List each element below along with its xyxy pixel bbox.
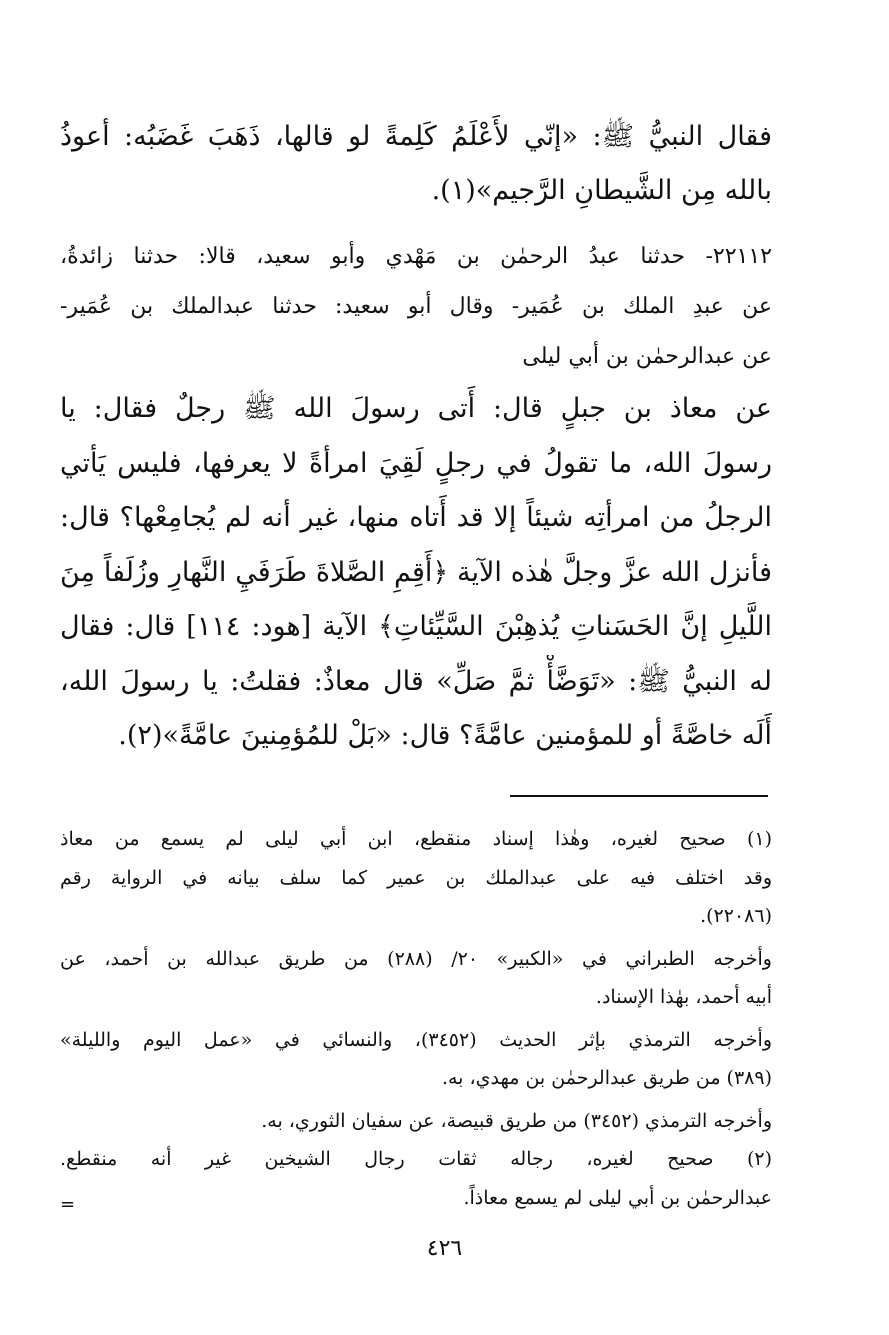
hadith-isnad [60, 232, 772, 382]
footnote-line: وأخرجه الترمذي بإثر الحديث (٣٤٥٢)، والنسائي في «عمل اليوم والليلة» [60, 1028, 772, 1051]
footnote-line: عبدالرحمٰن بن أبي ليلى لم يسمع معاذاً. [463, 1186, 772, 1209]
text-line: عن معاذ بن جبلٍ قال: أَتى رسولَ الله ﷺ رجلٌ فقال: يا [60, 393, 772, 424]
text-line: اللَّيلِ إنَّ الحَسَناتِ يُذهِبْنَ السَّيِّئاتِ﴾ الآية [هود: ١١٤] قال: فقال [60, 611, 772, 642]
text-line: فقال النبيُّ ﷺ: «إنّي لأَعْلَمُ كَلِمةً لو قالها، ذَهَبَ غَضَبُه: أعوذُ [60, 121, 772, 152]
page-number: ٤٢٦ [426, 1236, 463, 1261]
footnote-line: (٣٨٩) من طريق عبدالرحمٰن بن مهدي، به. [441, 1067, 772, 1089]
isnad-line: عن عبدالرحمٰن بن أبي ليلى [522, 344, 772, 369]
footnote-line: (١) صحيح لغيره، وهٰذا إسناد منقطع، ابن أبي ليلى لم يسمع من معاذ [60, 828, 772, 850]
footnote-line: وقد اختلف فيه على عبدالملك بن عمير كما سلف بيانه في الرواية رقم [60, 866, 772, 889]
footnote-line: وأخرجه الترمذي (٣٤٥٢) من طريق قبيصة، عن سفيان الثوري، به. [261, 1109, 772, 1132]
hadith-text-continued [60, 110, 772, 218]
text-line: له النبيُّ ﷺ: «تَوَضَّأْ ثمَّ صَلِّ» قال معاذٌ: فقلتُ: يا رسولَ الله، [60, 665, 772, 697]
text-line: بالله مِن الشَّيطانِ الرَّجيم»(١). [431, 175, 772, 206]
footnotes [60, 820, 772, 1217]
isnad-line: ٢٢١١٢- حدثنا عبدُ الرحمٰن بن مَهْدي وأبو سعيد، قالا: حدثنا زائدةُ، [60, 244, 772, 269]
text-line: الرجلُ من امرأتِه شيئاً إلا قد أَتاه منها، غير أنه لم يُجامِعْها؟ قال: [60, 502, 772, 533]
footnote-divider [510, 795, 768, 797]
text-line: رسولَ الله، ما تقولُ في رجلٍ لَقِيَ امرأةً لا يعرفها، فليس يَأتي [60, 447, 772, 479]
footnote-line: أبيه أحمد، بهٰذا الإسناد. [595, 986, 772, 1008]
text-line: فأنزل الله عزَّ وجلَّ هٰذه الآية ﴿أَقِمِ الصَّلاةَ طَرَفَيِ النَّهارِ وزُلَفاً مِنَ [60, 556, 772, 588]
hadith-matn [60, 382, 772, 764]
footnote-line: وأخرجه الطبراني في «الكبير» ٢٠/ (٢٨٨) من طريق عبدالله بن أحمد، عن [60, 947, 772, 970]
isnad-line: عن عبدِ الملك بن عُمَير- وقال أبو سعيد: حدثنا عبدالملك بن عُمَير- [60, 294, 772, 319]
footnote-line: (٢٢٠٨٦). [700, 905, 772, 927]
text-line: أَلَه خاصَّةً أو للمؤمنين عامَّةً؟ قال: «بَلْ للمُؤمِنينَ عامَّةً»(٢). [118, 720, 772, 751]
footnote-line: (٢) صحيح لغيره، رجاله ثقات رجال الشيخين غير أنه منقطع. [60, 1148, 772, 1170]
continuation-mark: = [60, 1194, 76, 1215]
